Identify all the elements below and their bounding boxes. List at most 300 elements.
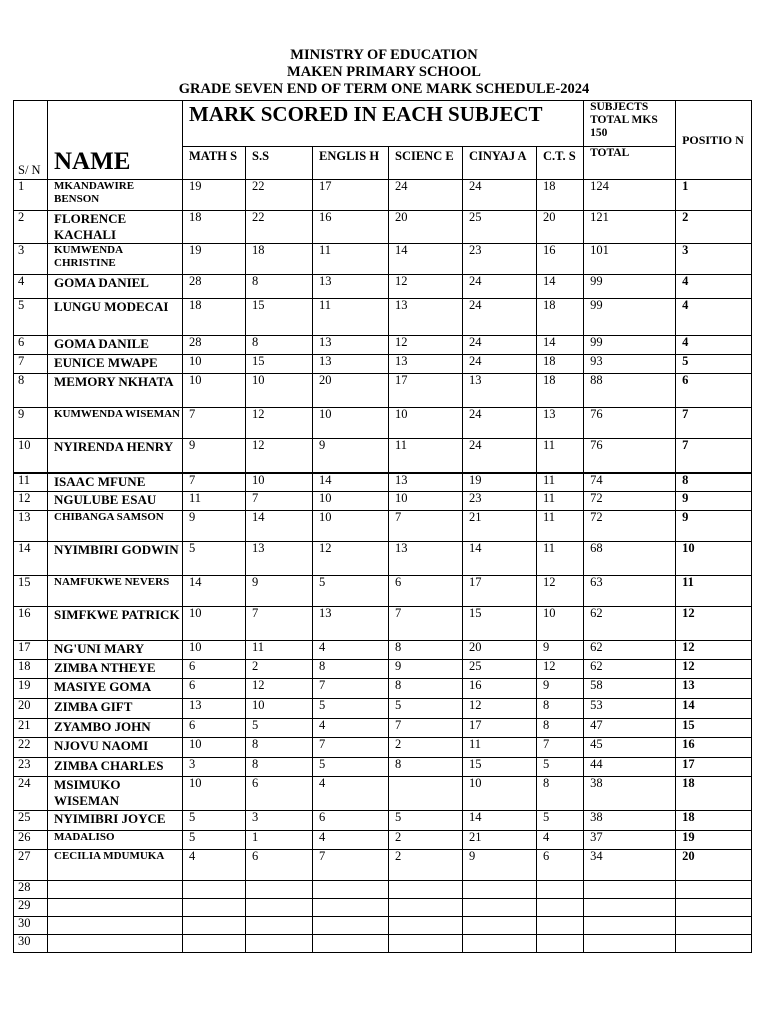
mark-cell-cts: 11 xyxy=(537,511,584,542)
position-cell: 3 xyxy=(676,244,752,275)
mark-cell-sci xyxy=(389,899,463,917)
mark-cell-eng: 11 xyxy=(313,299,389,336)
mark-cell-eng: 6 xyxy=(313,811,389,831)
total-cell xyxy=(584,881,676,899)
mark-cell-math: 6 xyxy=(183,660,246,679)
mark-cell-math xyxy=(183,881,246,899)
subject-header-science: SCIENC E xyxy=(389,147,463,180)
table-row xyxy=(14,850,752,881)
sn-cell: 10 xyxy=(14,439,48,473)
mark-cell-ss: 15 xyxy=(246,299,313,336)
mark-cell-ss: 15 xyxy=(246,355,313,374)
mark-cell-sci: 8 xyxy=(389,641,463,660)
mark-cell-sci: 14 xyxy=(389,244,463,275)
mark-cell-ss: 18 xyxy=(246,244,313,275)
total-cell: 76 xyxy=(584,408,676,439)
student-name-cell: MSIMUKO WISEMAN xyxy=(48,777,183,811)
mark-cell-eng: 13 xyxy=(313,607,389,641)
position-cell: 9 xyxy=(676,492,752,511)
sn-cell: 29 xyxy=(14,899,48,917)
mark-cell-eng xyxy=(313,881,389,899)
mark-cell-ss xyxy=(246,935,313,953)
sn-cell: 9 xyxy=(14,408,48,439)
mark-cell-math: 10 xyxy=(183,374,246,408)
mark-cell-cin: 13 xyxy=(463,374,537,408)
mark-cell-math: 10 xyxy=(183,355,246,374)
mark-cell-eng: 9 xyxy=(313,439,389,473)
mark-cell-sci: 20 xyxy=(389,211,463,244)
mark-cell-cts: 8 xyxy=(537,699,584,719)
mark-cell-math: 10 xyxy=(183,607,246,641)
student-name-cell xyxy=(48,881,183,899)
sn-cell: 1 xyxy=(14,180,48,211)
sn-cell: 20 xyxy=(14,699,48,719)
mark-cell-cin: 23 xyxy=(463,244,537,275)
mark-cell-cin: 21 xyxy=(463,511,537,542)
student-name-cell: GOMA DANILE xyxy=(48,336,183,355)
student-name-cell: CECILIA MDUMUKA xyxy=(48,850,183,881)
mark-cell-math: 19 xyxy=(183,244,246,275)
position-cell: 7 xyxy=(676,439,752,473)
position-cell: 18 xyxy=(676,811,752,831)
sn-cell: 30 xyxy=(14,917,48,935)
table-row xyxy=(14,811,752,831)
mark-cell-cin: 14 xyxy=(463,542,537,576)
mark-cell-eng: 8 xyxy=(313,660,389,679)
total-cell: 121 xyxy=(584,211,676,244)
mark-cell-ss: 9 xyxy=(246,576,313,607)
sn-cell: 21 xyxy=(14,719,48,738)
student-name-cell: FLORENCE KACHALI xyxy=(48,211,183,244)
mark-cell-cts: 18 xyxy=(537,355,584,374)
student-name-cell: ZIMBA GIFT xyxy=(48,699,183,719)
total-header-bottom: TOTAL xyxy=(584,147,676,180)
total-cell: 58 xyxy=(584,679,676,699)
total-cell: 74 xyxy=(584,473,676,492)
position-cell xyxy=(676,917,752,935)
mark-cell-eng xyxy=(313,917,389,935)
student-name-cell: NYIMBIRI GODWIN xyxy=(48,542,183,576)
mark-schedule-table xyxy=(13,100,752,953)
position-cell: 1 xyxy=(676,180,752,211)
mark-cell-cts xyxy=(537,935,584,953)
mark-cell-eng: 11 xyxy=(313,244,389,275)
mark-cell-eng: 10 xyxy=(313,511,389,542)
total-cell: 44 xyxy=(584,758,676,777)
mark-cell-cin xyxy=(463,935,537,953)
position-cell: 4 xyxy=(676,299,752,336)
sn-cell: 7 xyxy=(14,355,48,374)
position-cell xyxy=(676,899,752,917)
sn-cell: 3 xyxy=(14,244,48,275)
mark-cell-math: 9 xyxy=(183,511,246,542)
mark-cell-math: 28 xyxy=(183,275,246,299)
table-row xyxy=(14,408,752,439)
mark-cell-cin: 24 xyxy=(463,439,537,473)
table-row xyxy=(14,719,752,738)
student-name-cell: NAMFUKWE NEVERS xyxy=(48,576,183,607)
student-name-cell: NYIMIBRI JOYCE xyxy=(48,811,183,831)
mark-cell-sci: 24 xyxy=(389,180,463,211)
mark-cell-cts: 5 xyxy=(537,811,584,831)
total-cell: 68 xyxy=(584,542,676,576)
mark-cell-math: 19 xyxy=(183,180,246,211)
mark-cell-eng: 12 xyxy=(313,542,389,576)
position-cell xyxy=(676,935,752,953)
sn-cell: 15 xyxy=(14,576,48,607)
mark-cell-math: 10 xyxy=(183,641,246,660)
position-cell: 12 xyxy=(676,660,752,679)
mark-cell-cin: 17 xyxy=(463,719,537,738)
mark-cell-cts: 5 xyxy=(537,758,584,777)
school-name: MAKEN PRIMARY SCHOOL xyxy=(287,64,481,80)
table-row xyxy=(14,542,752,576)
mark-cell-cts: 12 xyxy=(537,660,584,679)
sn-cell: 14 xyxy=(14,542,48,576)
mark-cell-cts: 11 xyxy=(537,542,584,576)
total-cell: 124 xyxy=(584,180,676,211)
mark-cell-cts: 11 xyxy=(537,439,584,473)
mark-cell-math: 11 xyxy=(183,492,246,511)
mark-cell-ss: 8 xyxy=(246,738,313,758)
mark-cell-math: 7 xyxy=(183,473,246,492)
mark-cell-sci: 9 xyxy=(389,660,463,679)
mark-cell-math xyxy=(183,917,246,935)
student-name-cell xyxy=(48,899,183,917)
mark-cell-cts: 6 xyxy=(537,850,584,881)
mark-cell-math: 18 xyxy=(183,211,246,244)
mark-cell-math: 14 xyxy=(183,576,246,607)
total-cell: 53 xyxy=(584,699,676,719)
sn-cell: 19 xyxy=(14,679,48,699)
mark-cell-cts: 4 xyxy=(537,831,584,850)
subjects-banner: MARK SCORED IN EACH SUBJECT xyxy=(183,101,584,147)
schedule-title: GRADE SEVEN END OF TERM ONE MARK SCHEDULE-2024 xyxy=(178,81,590,97)
position-cell: 18 xyxy=(676,777,752,811)
mark-cell-cts: 20 xyxy=(537,211,584,244)
mark-cell-sci: 10 xyxy=(389,408,463,439)
mark-cell-sci: 13 xyxy=(389,542,463,576)
table-row xyxy=(14,641,752,660)
table-row xyxy=(14,699,752,719)
mark-cell-eng: 7 xyxy=(313,679,389,699)
student-name-cell: LUNGU MODECAI xyxy=(48,299,183,336)
table-row xyxy=(14,299,752,336)
mark-cell-ss xyxy=(246,881,313,899)
mark-cell-cts: 11 xyxy=(537,473,584,492)
mark-cell-sci: 11 xyxy=(389,439,463,473)
mark-cell-cin: 24 xyxy=(463,336,537,355)
position-cell: 10 xyxy=(676,542,752,576)
position-cell: 5 xyxy=(676,355,752,374)
mark-cell-sci: 7 xyxy=(389,719,463,738)
mark-cell-sci: 2 xyxy=(389,850,463,881)
table-row xyxy=(14,899,752,917)
mark-cell-sci: 12 xyxy=(389,275,463,299)
total-cell: 45 xyxy=(584,738,676,758)
mark-cell-math: 18 xyxy=(183,299,246,336)
mark-cell-cin: 17 xyxy=(463,576,537,607)
mark-cell-cts: 18 xyxy=(537,299,584,336)
mark-cell-sci: 13 xyxy=(389,355,463,374)
mark-cell-sci: 2 xyxy=(389,738,463,758)
table-row xyxy=(14,275,752,299)
student-name-cell: NYIRENDA HENRY xyxy=(48,439,183,473)
student-name-cell: KUMWENDA WISEMAN xyxy=(48,408,183,439)
position-cell: 7 xyxy=(676,408,752,439)
mark-cell-cin: 19 xyxy=(463,473,537,492)
table-row xyxy=(14,758,752,777)
mark-cell-math: 13 xyxy=(183,699,246,719)
mark-cell-ss xyxy=(246,917,313,935)
position-cell: 15 xyxy=(676,719,752,738)
mark-cell-ss: 10 xyxy=(246,699,313,719)
table-row xyxy=(14,607,752,641)
position-cell: 12 xyxy=(676,607,752,641)
table-row xyxy=(14,660,752,679)
sn-header: S/ N xyxy=(14,101,48,180)
name-header: NAME xyxy=(48,101,183,180)
mark-cell-cin: 20 xyxy=(463,641,537,660)
mark-cell-eng: 4 xyxy=(313,719,389,738)
mark-cell-ss: 22 xyxy=(246,211,313,244)
student-name-cell: GOMA DANIEL xyxy=(48,275,183,299)
mark-cell-sci: 6 xyxy=(389,576,463,607)
mark-cell-cts: 14 xyxy=(537,336,584,355)
position-cell: 8 xyxy=(676,473,752,492)
mark-cell-cts: 8 xyxy=(537,719,584,738)
position-cell: 9 xyxy=(676,511,752,542)
table-row xyxy=(14,917,752,935)
mark-cell-math xyxy=(183,935,246,953)
total-header-top: SUBJECTS TOTAL MKS 150 xyxy=(584,101,676,147)
mark-cell-sci xyxy=(389,935,463,953)
mark-cell-cts: 18 xyxy=(537,180,584,211)
mark-cell-cts: 11 xyxy=(537,492,584,511)
mark-cell-ss xyxy=(246,899,313,917)
mark-cell-cin: 15 xyxy=(463,758,537,777)
mark-cell-math: 5 xyxy=(183,831,246,850)
mark-cell-sci xyxy=(389,917,463,935)
mark-cell-cts: 16 xyxy=(537,244,584,275)
subject-header-cinyanja: CINYAJ A xyxy=(463,147,537,180)
student-name-cell: CHIBANGA SAMSON xyxy=(48,511,183,542)
student-name-cell: KUMWENDA CHRISTINE xyxy=(48,244,183,275)
total-cell: 99 xyxy=(584,275,676,299)
mark-cell-cin xyxy=(463,881,537,899)
total-cell: 62 xyxy=(584,641,676,660)
student-name-cell: ISAAC MFUNE xyxy=(48,473,183,492)
mark-cell-cts xyxy=(537,899,584,917)
mark-cell-math: 9 xyxy=(183,439,246,473)
total-cell: 88 xyxy=(584,374,676,408)
total-cell: 101 xyxy=(584,244,676,275)
mark-cell-sci: 5 xyxy=(389,699,463,719)
mark-cell-sci: 13 xyxy=(389,299,463,336)
mark-cell-math: 28 xyxy=(183,336,246,355)
mark-cell-eng: 4 xyxy=(313,641,389,660)
mark-cell-math: 7 xyxy=(183,408,246,439)
mark-cell-eng: 5 xyxy=(313,576,389,607)
document-heading xyxy=(0,47,768,98)
mark-cell-cin: 16 xyxy=(463,679,537,699)
mark-cell-cts: 7 xyxy=(537,738,584,758)
table-row xyxy=(14,355,752,374)
position-cell: 2 xyxy=(676,211,752,244)
total-cell: 72 xyxy=(584,511,676,542)
sn-cell: 26 xyxy=(14,831,48,850)
total-cell: 34 xyxy=(584,850,676,881)
student-name-cell: EUNICE MWAPE xyxy=(48,355,183,374)
subject-header-math: MATH S xyxy=(183,147,246,180)
mark-cell-ss: 6 xyxy=(246,777,313,811)
mark-cell-cin: 21 xyxy=(463,831,537,850)
position-cell: 4 xyxy=(676,336,752,355)
student-name-cell: MEMORY NKHATA xyxy=(48,374,183,408)
mark-cell-sci: 12 xyxy=(389,336,463,355)
student-name-cell: MKANDAWIRE BENSON xyxy=(48,180,183,211)
total-cell: 63 xyxy=(584,576,676,607)
sn-cell: 17 xyxy=(14,641,48,660)
position-cell xyxy=(676,881,752,899)
mark-cell-eng: 10 xyxy=(313,408,389,439)
mark-cell-cin: 24 xyxy=(463,299,537,336)
mark-cell-eng: 4 xyxy=(313,777,389,811)
table-row xyxy=(14,738,752,758)
mark-cell-cts: 18 xyxy=(537,374,584,408)
student-name-cell: ZIMBA CHARLES xyxy=(48,758,183,777)
mark-cell-ss: 8 xyxy=(246,336,313,355)
mark-cell-ss: 12 xyxy=(246,679,313,699)
mark-cell-sci: 10 xyxy=(389,492,463,511)
sn-cell: 28 xyxy=(14,881,48,899)
sn-cell: 25 xyxy=(14,811,48,831)
student-name-cell: SIMFKWE PATRICK xyxy=(48,607,183,641)
mark-cell-eng: 7 xyxy=(313,850,389,881)
mark-cell-cts: 8 xyxy=(537,777,584,811)
sn-cell: 22 xyxy=(14,738,48,758)
table-row xyxy=(14,374,752,408)
table-row xyxy=(14,881,752,899)
mark-cell-cts: 12 xyxy=(537,576,584,607)
mark-cell-cts xyxy=(537,881,584,899)
position-cell: 17 xyxy=(676,758,752,777)
mark-cell-cin: 12 xyxy=(463,699,537,719)
mark-cell-eng: 17 xyxy=(313,180,389,211)
mark-cell-sci xyxy=(389,777,463,811)
mark-cell-ss: 5 xyxy=(246,719,313,738)
student-name-cell: ZIMBA NTHEYE xyxy=(48,660,183,679)
mark-cell-math: 5 xyxy=(183,811,246,831)
table-row xyxy=(14,679,752,699)
mark-cell-ss: 8 xyxy=(246,758,313,777)
student-name-cell: MADALISO xyxy=(48,831,183,850)
mark-cell-sci: 2 xyxy=(389,831,463,850)
table-row xyxy=(14,831,752,850)
mark-cell-ss: 2 xyxy=(246,660,313,679)
mark-cell-math: 10 xyxy=(183,777,246,811)
sn-cell: 6 xyxy=(14,336,48,355)
total-cell: 38 xyxy=(584,811,676,831)
total-cell: 37 xyxy=(584,831,676,850)
mark-cell-ss: 22 xyxy=(246,180,313,211)
sn-cell: 12 xyxy=(14,492,48,511)
mark-cell-eng: 13 xyxy=(313,355,389,374)
mark-cell-sci: 7 xyxy=(389,511,463,542)
mark-cell-cin xyxy=(463,917,537,935)
table-row xyxy=(14,492,752,511)
mark-cell-cts: 9 xyxy=(537,679,584,699)
position-cell: 11 xyxy=(676,576,752,607)
mark-cell-eng: 14 xyxy=(313,473,389,492)
total-cell xyxy=(584,935,676,953)
sn-cell: 18 xyxy=(14,660,48,679)
mark-cell-math: 5 xyxy=(183,542,246,576)
mark-cell-ss: 6 xyxy=(246,850,313,881)
mark-cell-cts: 10 xyxy=(537,607,584,641)
mark-cell-cin: 24 xyxy=(463,275,537,299)
mark-cell-eng: 16 xyxy=(313,211,389,244)
table-row xyxy=(14,211,752,244)
sn-cell: 2 xyxy=(14,211,48,244)
table-row xyxy=(14,935,752,953)
sn-cell: 4 xyxy=(14,275,48,299)
sn-cell: 27 xyxy=(14,850,48,881)
mark-cell-cin: 15 xyxy=(463,607,537,641)
subject-header-cts: C.T. S xyxy=(537,147,584,180)
sn-cell: 13 xyxy=(14,511,48,542)
mark-cell-eng: 7 xyxy=(313,738,389,758)
mark-cell-cin: 23 xyxy=(463,492,537,511)
mark-cell-math: 4 xyxy=(183,850,246,881)
sn-cell: 30 xyxy=(14,935,48,953)
mark-cell-cin: 10 xyxy=(463,777,537,811)
mark-cell-cin: 25 xyxy=(463,211,537,244)
table-row xyxy=(14,439,752,473)
mark-cell-eng: 20 xyxy=(313,374,389,408)
mark-cell-eng xyxy=(313,935,389,953)
table-row xyxy=(14,180,752,211)
mark-cell-sci: 5 xyxy=(389,811,463,831)
mark-cell-sci: 8 xyxy=(389,758,463,777)
mark-cell-eng: 5 xyxy=(313,758,389,777)
mark-cell-cin: 11 xyxy=(463,738,537,758)
mark-cell-ss: 1 xyxy=(246,831,313,850)
table-row xyxy=(14,576,752,607)
position-cell: 13 xyxy=(676,679,752,699)
student-name-cell xyxy=(48,935,183,953)
mark-cell-cin: 14 xyxy=(463,811,537,831)
total-cell: 76 xyxy=(584,439,676,473)
position-cell: 12 xyxy=(676,641,752,660)
mark-cell-cts: 14 xyxy=(537,275,584,299)
mark-cell-eng: 5 xyxy=(313,699,389,719)
total-cell xyxy=(584,899,676,917)
sn-cell: 24 xyxy=(14,777,48,811)
mark-cell-ss: 10 xyxy=(246,473,313,492)
position-cell: 6 xyxy=(676,374,752,408)
mark-cell-sci: 17 xyxy=(389,374,463,408)
mark-cell-ss: 7 xyxy=(246,492,313,511)
mark-cell-cin: 24 xyxy=(463,180,537,211)
total-cell xyxy=(584,917,676,935)
student-name-cell: ZYAMBO JOHN xyxy=(48,719,183,738)
mark-cell-math xyxy=(183,899,246,917)
mark-cell-ss: 11 xyxy=(246,641,313,660)
mark-cell-eng: 13 xyxy=(313,336,389,355)
mark-cell-cts xyxy=(537,917,584,935)
mark-cell-ss: 12 xyxy=(246,408,313,439)
